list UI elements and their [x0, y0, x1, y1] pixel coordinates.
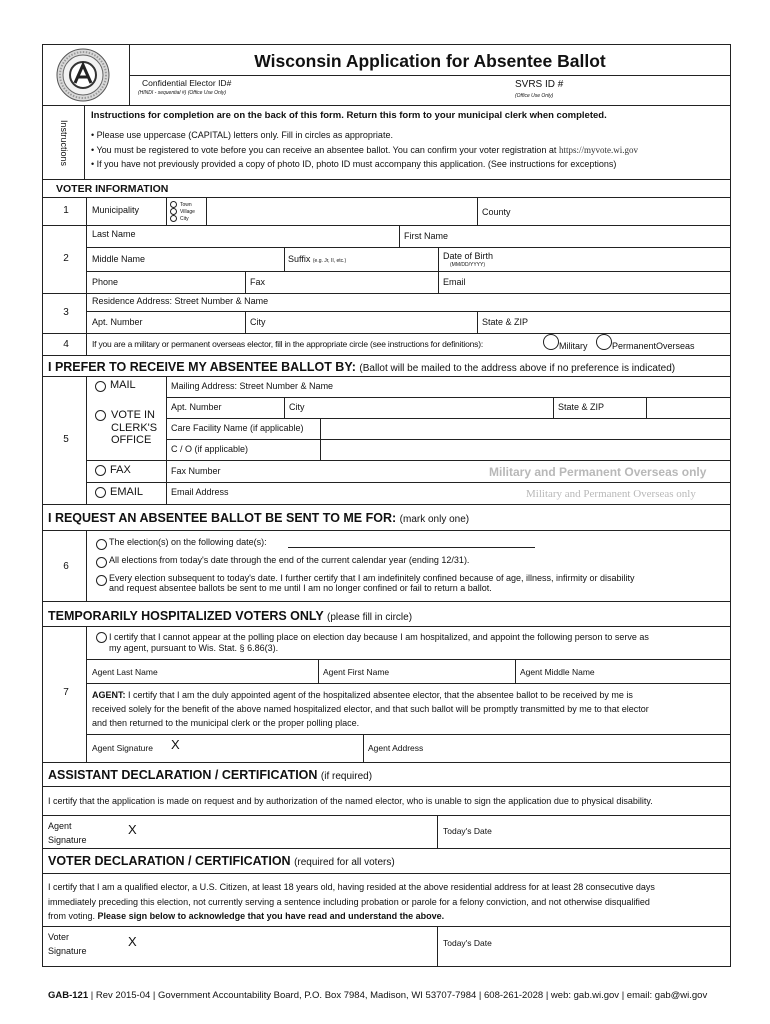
town-radio[interactable] — [170, 201, 177, 208]
indefinitely-confined-label: Every election subsequent to today's date. I further certify that I am indefinitely confined because of age, illness, infirmity or disability and request absentee ballots be sent to me until I am no longer confined or fail to return a ballot. — [109, 573, 635, 593]
email-radio[interactable] — [95, 487, 106, 498]
instructions-side-label: Instructions — [59, 120, 69, 167]
hospital-heading: TEMPORARILY HOSPITALIZED VOTERS ONLY (please fill in circle) — [48, 609, 413, 623]
military-radio[interactable] — [543, 334, 559, 350]
residence-address-label: Residence Address: Street Number & Name — [92, 296, 269, 306]
svrs-id-sub: (Office Use Only) — [515, 93, 554, 99]
request-heading: I REQUEST AN ABSENTEE BALLOT BE SENT TO ME FOR: (mark only one) — [48, 511, 470, 525]
vote-in-office-label: VOTE IN CLERK'S OFFICE — [111, 409, 158, 446]
agent-signature-x[interactable]: X — [171, 737, 180, 752]
row-number-2: 2 — [63, 253, 69, 264]
fax-label: Fax — [250, 277, 266, 287]
mail-apt-label: Apt. Number — [171, 402, 222, 412]
row-number-1: 1 — [63, 205, 69, 216]
instruction-bullet-3: • If you have not previously provided a copy of photo ID, photo ID must accompany this application. (See instructions for exceptions) — [91, 159, 617, 169]
instruction-bullet-2: • You must be registered to vote before you can receive an absentee ballot. You can confirm your voter registration at https://myvote.wi.gov — [91, 145, 638, 155]
dob-format: (MM/DD/YYYY) — [450, 262, 485, 268]
calendar-year-label: All elections from today's date through the end of the current calendar year (ending 12/31). — [109, 555, 470, 565]
apt-number-label: Apt. Number — [92, 317, 143, 327]
county-label: County — [482, 207, 511, 217]
voter-date-label: Today's Date — [443, 938, 492, 948]
row-number-6: 6 — [63, 561, 69, 572]
email-address-label: Email Address — [171, 487, 229, 497]
city-radio[interactable] — [170, 215, 177, 222]
agent-signature-label: Agent Signature — [92, 743, 153, 753]
voter-info-heading: VOTER INFORMATION — [56, 183, 169, 195]
permanent-overseas-label: PermanentOverseas — [612, 341, 695, 351]
assistant-text: I certify that the application is made on request and by authorization of the named elector, who is unable to sign the application due to physical disability. — [48, 796, 653, 806]
footer: GAB-121 | Rev 2015-04 | Government Accountability Board, P.O. Box 7984, Madison, WI 53707-7984 | 608-261-2028 | web: gab.wi.gov | email: gab@wi.gov — [48, 990, 708, 1001]
care-facility-label: Care Facility Name (if applicable) — [171, 423, 304, 433]
vote-in-office-radio[interactable] — [95, 410, 106, 421]
mail-label: MAIL — [110, 379, 136, 391]
dob-label: Date of Birth — [443, 251, 494, 261]
form-title: Wisconsin Application for Absentee Ballot — [254, 51, 606, 71]
permanent-overseas-radio[interactable] — [596, 334, 612, 350]
assistant-signature-x[interactable]: X — [128, 822, 137, 837]
email-military-note: Military and Permanent Overseas only — [526, 488, 696, 500]
fax-military-note: Military and Permanent Overseas only — [489, 465, 707, 479]
row-number-4: 4 — [63, 339, 69, 350]
mail-state-zip-label: State & ZIP — [558, 402, 605, 412]
municipality-label: Municipality — [92, 205, 140, 215]
voter-signature-x[interactable]: X — [128, 934, 137, 949]
instruction-bullet-1: • Please use uppercase (CAPITAL) letters only. Fill in circles as appropriate. — [91, 130, 393, 140]
voter-declaration-heading: VOTER DECLARATION / CERTIFICATION (required for all voters) — [48, 854, 395, 868]
mailing-address-label: Mailing Address: Street Number & Name — [171, 381, 334, 391]
specific-dates-radio[interactable] — [96, 539, 107, 550]
dates-input-line[interactable] — [288, 547, 535, 548]
indefinitely-confined-radio[interactable] — [96, 575, 107, 586]
first-name-label: First Name — [404, 231, 449, 241]
confidential-id-sub: (HINDI - sequential #) (Office Use Only) — [138, 90, 227, 96]
agent-certification-text: AGENT: I certify that I am the duly appointed agent of the hospitalized absentee elector, that the absentee ballot to be received by me is received solely for the benefit of the above named hospitalized elector, and that such ballot will be promptly transmitted by me to that elector and then returned to the municipal clerk or the proper polling place. — [92, 690, 649, 728]
assistant-heading: ASSISTANT DECLARATION / CERTIFICATION (if required) — [48, 768, 373, 782]
agent-middle-name-label: Agent Middle Name — [520, 667, 595, 677]
instructions-heading: Instructions for completion are on the back of this form. Return this form to your municipal clerk when completed. — [91, 110, 607, 121]
assistant-date-label: Today's Date — [443, 826, 492, 836]
svrs-id-label: SVRS ID # — [515, 79, 564, 90]
voter-declaration-text: I certify that I am a qualified elector, a U.S. Citizen, at least 18 years old, having resided at the above residential address for at least 28 consecutive days immediately preceding this election, not currently serving a sentence including probation or parole for a felony conviction, and not otherwise disqualified from voting. Please sign below to acknowledge that you have read and understand the above. — [48, 882, 655, 921]
middle-name-label: Middle Name — [92, 254, 146, 264]
fax-delivery-label: FAX — [110, 464, 131, 476]
military-label: Military — [559, 341, 588, 351]
agent-address-label: Agent Address — [368, 743, 424, 753]
city-option-label: City — [180, 216, 189, 222]
row-number-3: 3 — [63, 307, 69, 318]
email-delivery-label: EMAIL — [110, 486, 144, 498]
mail-city-label: City — [289, 402, 305, 412]
specific-dates-label: The election(s) on the following date(s): — [109, 537, 267, 547]
town-label: Town — [180, 202, 192, 208]
last-name-label: Last Name — [92, 229, 136, 239]
voter-signature-label: Voter Signature — [48, 932, 87, 956]
fax-radio[interactable] — [95, 465, 106, 476]
confidential-id-label: Confidential Elector ID# — [142, 78, 232, 88]
row-number-5: 5 — [63, 434, 69, 445]
state-seal-icon — [56, 48, 110, 102]
mail-radio[interactable] — [95, 381, 106, 392]
row-number-7: 7 — [63, 687, 69, 698]
suffix-label: Suffix (e.g. Jr, II, etc.) — [288, 254, 347, 264]
military-overseas-text: If you are a military or permanent overseas elector, fill in the appropriate circle (see instructions for definitions): — [92, 339, 483, 349]
agent-last-name-label: Agent Last Name — [92, 667, 158, 677]
fax-number-label: Fax Number — [171, 466, 221, 476]
prefer-heading: I PREFER TO RECEIVE MY ABSENTEE BALLOT BY: (Ballot will be mailed to the address above if no preference is indicated) — [48, 360, 676, 374]
hospitalized-radio[interactable] — [96, 632, 107, 643]
calendar-year-radio[interactable] — [96, 557, 107, 568]
village-label: Village — [180, 209, 195, 215]
myvote-link[interactable]: https://myvote.wi.gov — [558, 145, 638, 155]
village-radio[interactable] — [170, 208, 177, 215]
hospitalized-certify: I certify that I cannot appear at the polling place on election day because I am hospitalized, and appoint the following person to serve as my agent, pursuant to Wis. Stat. § 6.86(3). — [109, 632, 649, 653]
email-label: Email — [443, 277, 466, 287]
city-label: City — [250, 317, 266, 327]
agent-first-name-label: Agent First Name — [323, 667, 390, 677]
care-of-label: C / O (if applicable) — [171, 444, 249, 454]
assistant-signature-label: Agent Signature — [48, 821, 87, 845]
state-zip-label: State & ZIP — [482, 317, 529, 327]
phone-label: Phone — [92, 277, 119, 287]
